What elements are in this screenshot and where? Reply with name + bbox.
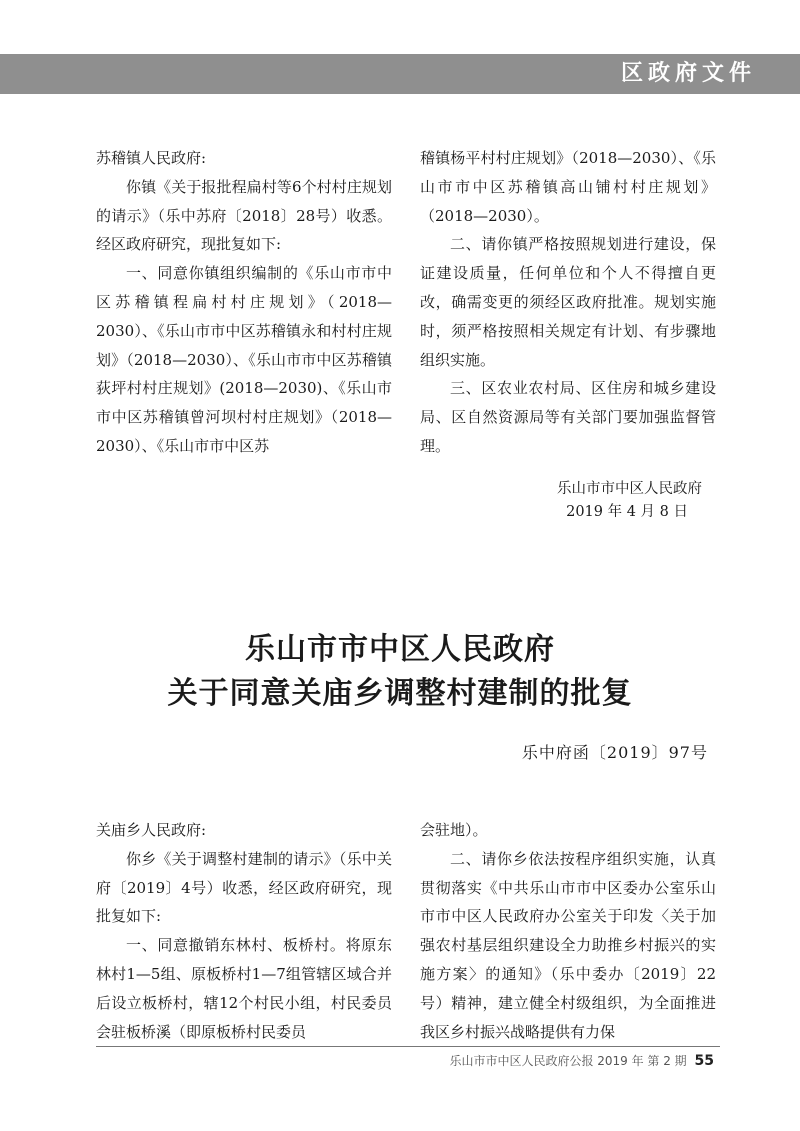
page-footer — [449, 1052, 714, 1069]
doc2-left-column — [96, 816, 392, 1046]
page-number: 55 — [694, 1053, 714, 1069]
doc1-paragraph: 三、区农业农村局、区住房和城乡建设局、区自然资源局等有关部门要加强监督管理。 — [420, 379, 716, 455]
footer-divider — [96, 1046, 720, 1047]
doc2-paragraph: 会驻地）。 — [420, 821, 488, 839]
footer-journal-info: 乐山市市中区人民政府公报 2019 年 第 2 期 — [449, 1054, 687, 1068]
signature-date: 2019 年 4 月 8 日 — [566, 504, 688, 520]
doc1-left-column — [96, 144, 392, 461]
doc1-paragraph: 你镇《关于报批程扁村等6个村村庄规划的请示》（乐中苏府〔2018〕28号）收悉。经区政府研究，现批复如下: — [96, 177, 392, 254]
doc2-right-column — [420, 816, 716, 1046]
doc2-document-number: 乐中府函〔2019〕97号 — [521, 743, 708, 762]
doc2-title-line2: 关于同意关庙乡调整村建制的批复 — [167, 676, 633, 711]
doc2-paragraph: 你乡《关于调整村建制的请示》（乐中关府〔2019〕4号）收悉，经区政府研究，现批复如下: — [96, 849, 392, 926]
doc2-paragraph: 一、同意撤销东林村、板桥村。将原东林村1—5组、原板桥村1—7组管辖区域合并后设立板桥村，辖12个村民小组，村民委员会驻板桥溪（即原板桥村民委员 — [96, 936, 392, 1041]
doc1-right-column — [420, 144, 716, 461]
doc1-signature — [557, 478, 702, 524]
header-band — [0, 54, 800, 94]
doc1-paragraph: 二、请你镇严格按照规划进行建设，保证建设质量，任何单位和个人不得擅自更改，确需变更的须经区政府批准。规划实施时，须严格按照相关规定有计划、有步骤地组织实施。 — [420, 235, 716, 369]
doc2-title-line1: 乐山市市中区人民政府 — [245, 632, 555, 667]
doc2-paragraph: 二、请你乡依法按程序组织实施，认真贯彻落实《中共乐山市市中区委办公室乐山市市中区人民政府办公室关于印发〈关于加强农村基层组织建设全力助推乡村振兴的实施方案〉的通知》（乐中委办〔2019〕22号）精神，建立健全村级组织，为全面推进我区乡村振兴战略提供有力保 — [420, 849, 716, 1041]
doc2-title — [0, 628, 800, 716]
doc1-paragraph: 稽镇杨平村村庄规划》（2018—2030）、《乐山市市中区苏稽镇高山铺村村庄规划》（2018—2030）。 — [420, 149, 716, 225]
signature-org: 乐山市市中区人民政府 — [557, 481, 702, 497]
doc1-salutation: 苏稽镇人民政府: — [96, 149, 207, 167]
section-title: 区政府文件 — [620, 61, 756, 86]
doc1-paragraph: 一、同意你镇组织编制的《乐山市市中区苏稽镇程扁村村庄规划》（2018—2030）、《乐山市市中区苏稽镇永和村村庄规划》（2018—2030）、《乐山市市中区苏稽镇荻坪村村庄规划》(2018—2030)、《乐山市市中区苏稽镇曾河坝村村庄规划》（2018—2030）、《乐山市市中区苏 — [96, 264, 392, 455]
doc2-salutation: 关庙乡人民政府: — [96, 821, 207, 839]
